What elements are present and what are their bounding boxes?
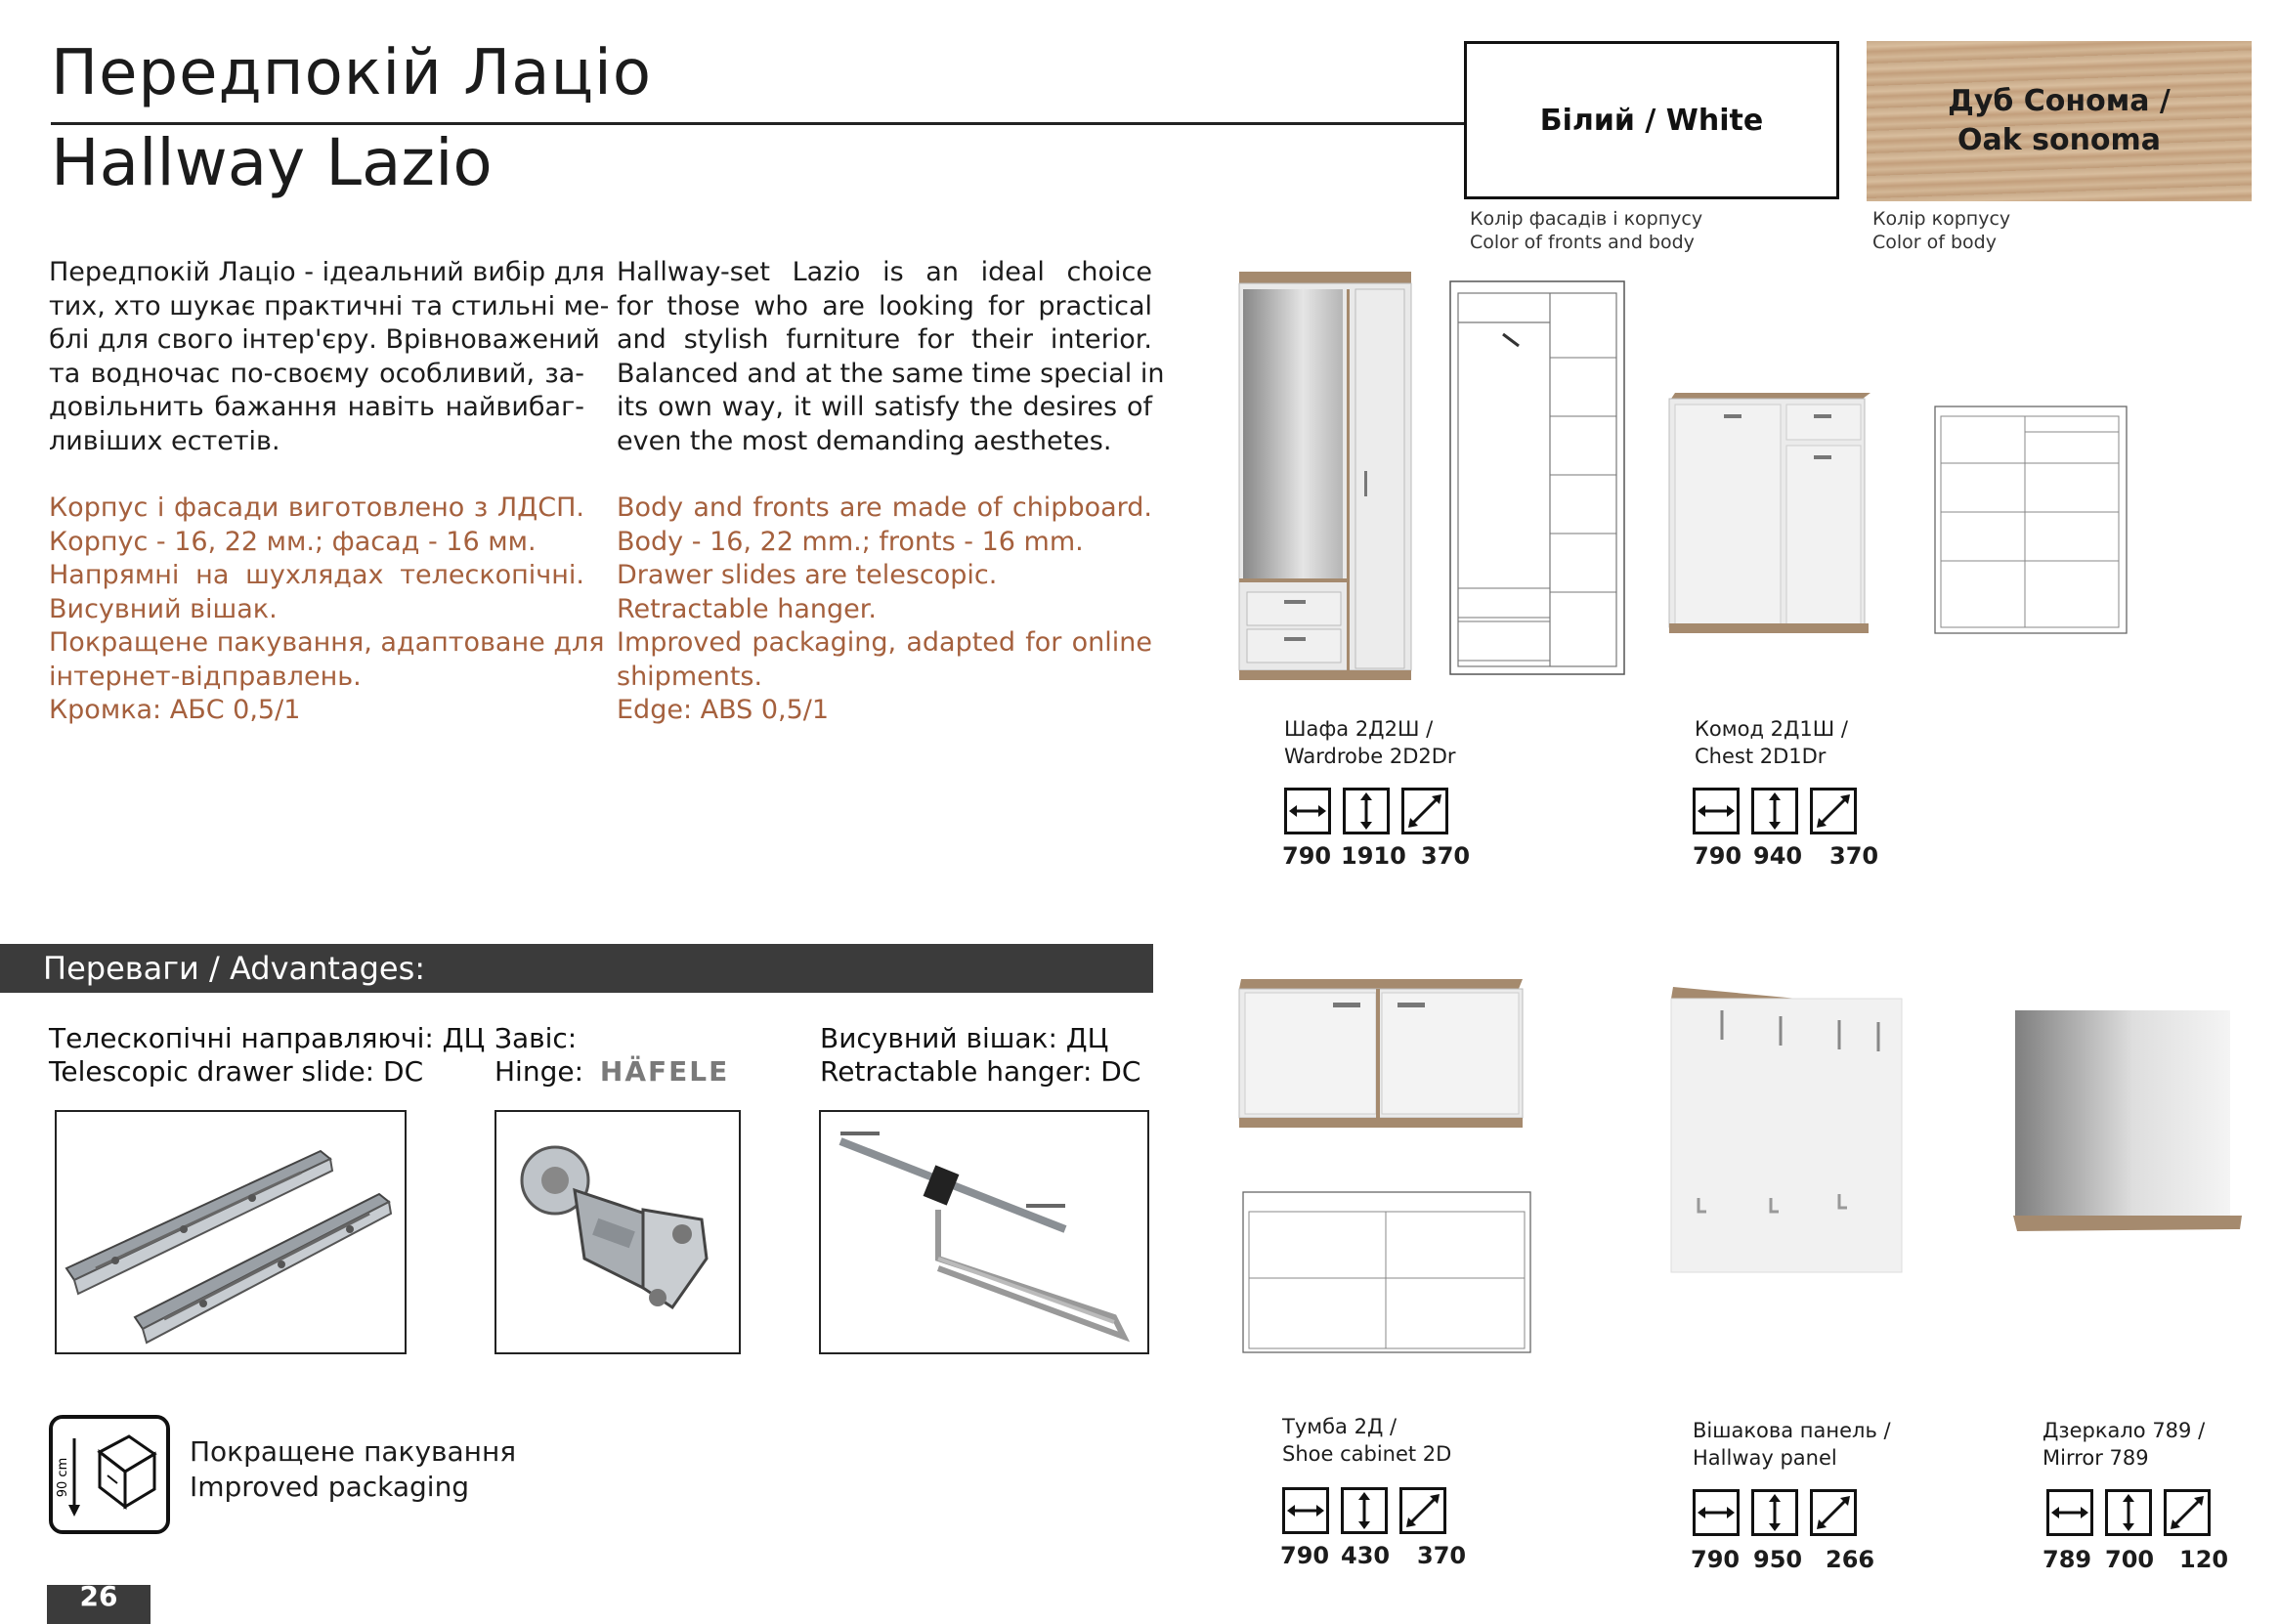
product-shoe-cabinet-dimensions — [1282, 1487, 1446, 1534]
specs-ua — [49, 491, 605, 728]
advantage-hinge-label — [494, 1022, 729, 1089]
description-en — [617, 256, 1165, 458]
product-shoe-cabinet-name-ua: Тумба 2Д / — [1282, 1415, 1398, 1438]
specs-ua-line: Корпус і фасади виготовлено з ЛДСП. — [49, 492, 584, 523]
depth-icon — [2164, 1489, 2211, 1536]
shoe-cabinet-outline — [1241, 1190, 1534, 1362]
depth-icon — [1399, 1487, 1446, 1534]
hallway-panel-width: 790 — [1691, 1546, 1741, 1573]
product-chest-dimensions — [1693, 788, 1857, 834]
depth-icon — [1810, 788, 1857, 834]
advantage-slide-label — [49, 1022, 485, 1089]
description-ua-line: тих, хто шукає практичні та стильні ме- — [49, 290, 610, 321]
color-swatch-oak-label-2: Oak sonoma — [1956, 123, 2162, 157]
description-ua — [49, 256, 610, 458]
mirror-render — [2013, 1006, 2252, 1247]
packaging-text-en: Improved packaging — [190, 1471, 470, 1503]
height-icon — [2105, 1489, 2152, 1536]
specs-en-line: shipments. — [617, 661, 763, 692]
specs-en — [617, 491, 1152, 728]
packaging-icon-label: 90 cm — [56, 1457, 70, 1498]
hafele-logo: HÄFELE — [599, 1055, 730, 1088]
mirror-width: 789 — [2042, 1546, 2092, 1573]
description-en-line: and stylish furniture for their interior. — [617, 324, 1152, 355]
color-swatch-white-label: Білий / White — [1539, 103, 1764, 138]
page-title-ua: Передпокій Лаціо — [51, 37, 652, 109]
packaging-text — [190, 1434, 516, 1505]
page-title-en: Hallway Lazio — [51, 125, 493, 200]
product-hallway-panel-name — [1693, 1417, 1891, 1472]
product-hallway-panel-dimensions — [1693, 1489, 1857, 1536]
shoe-cabinet-depth: 370 — [1417, 1542, 1467, 1569]
chest-render — [1665, 385, 1872, 641]
advantage-slide-en: Telescopic drawer slide: DC — [49, 1055, 424, 1088]
product-wardrobe-name-en: Wardrobe 2D2Dr — [1284, 745, 1456, 768]
advantage-hanger-label — [820, 1022, 1140, 1089]
product-chest-name-en: Chest 2D1Dr — [1695, 745, 1827, 768]
chest-height: 940 — [1753, 842, 1803, 870]
height-icon — [1751, 788, 1798, 834]
color-swatch-oak — [1867, 41, 2252, 201]
width-icon — [1693, 788, 1740, 834]
height-icon — [1751, 1489, 1798, 1536]
specs-ua-line: інтернет-відправлень. — [49, 661, 362, 692]
width-icon — [1284, 788, 1331, 834]
width-icon — [1282, 1487, 1329, 1534]
color-oak-caption-ua: Колір корпусу — [1872, 208, 2011, 230]
specs-ua-line: Висувний вішак. — [49, 593, 278, 624]
description-en-line: Balanced and at the same time special in — [617, 358, 1165, 389]
advantage-hinge-ua: Завіс: — [494, 1022, 578, 1054]
advantage-hinge-en: Hinge: — [494, 1055, 584, 1088]
height-icon — [1343, 788, 1390, 834]
advantage-hanger-ua: Висувний вішак: ДЦ — [820, 1022, 1109, 1054]
color-oak-caption-en: Color of body — [1872, 232, 1997, 253]
wardrobe-render — [1233, 266, 1419, 686]
color-swatch-white — [1464, 41, 1839, 199]
specs-en-line: Edge: ABS 0,5/1 — [617, 695, 830, 725]
shoe-cabinet-height: 430 — [1341, 1542, 1391, 1569]
specs-en-line: Improved packaging, adapted for online — [617, 627, 1152, 658]
specs-en-line: Body - 16, 22 mm.; fronts - 16 mm. — [617, 526, 1084, 557]
height-icon — [1341, 1487, 1388, 1534]
color-white-caption-en: Color of fronts and body — [1470, 232, 1695, 253]
product-hallway-panel-name-ua: Вішакова панель / — [1693, 1419, 1891, 1442]
description-en-line: even the most demanding aesthetes. — [617, 425, 1112, 456]
hallway-panel-render — [1663, 981, 1908, 1274]
chest-outline — [1933, 405, 2140, 641]
product-wardrobe-name — [1284, 715, 1456, 770]
mirror-depth: 120 — [2179, 1546, 2229, 1573]
product-wardrobe-dimensions — [1284, 788, 1448, 834]
hallway-panel-depth: 266 — [1826, 1546, 1875, 1573]
drawer-slide-image — [55, 1110, 407, 1354]
specs-ua-line: Напрямні на шухлядах телескопічні. — [49, 560, 584, 590]
product-shoe-cabinet-name — [1282, 1413, 1451, 1468]
color-white-caption — [1470, 207, 1702, 254]
page-number: 26 — [47, 1585, 150, 1624]
hinge-image — [494, 1110, 741, 1354]
description-en-line: its own way, it will satisfy the desires of — [617, 392, 1152, 422]
width-icon — [2046, 1489, 2093, 1536]
color-oak-caption — [1872, 207, 2010, 254]
product-chest-name-ua: Комод 2Д1Ш / — [1695, 717, 1848, 741]
chest-depth: 370 — [1829, 842, 1879, 870]
shoe-cabinet-render — [1235, 973, 1528, 1139]
hanger-image — [819, 1110, 1149, 1354]
shoe-cabinet-width: 790 — [1280, 1542, 1330, 1569]
product-mirror-name-en: Mirror 789 — [2042, 1446, 2149, 1470]
specs-ua-line: Покращене пакування, адаптоване для — [49, 627, 605, 658]
mirror-height: 700 — [2105, 1546, 2155, 1573]
chest-width: 790 — [1693, 842, 1742, 870]
description-ua-line: довільнить бажання навіть найвибаг- — [49, 392, 584, 422]
packaging-icon — [49, 1415, 170, 1534]
wardrobe-depth: 370 — [1421, 842, 1471, 870]
product-mirror-name-ua: Дзеркало 789 / — [2042, 1419, 2206, 1442]
product-mirror-dimensions — [2046, 1489, 2211, 1536]
color-swatch-oak-label-1: Дуб Сонома / — [1948, 84, 2171, 118]
description-ua-line: ливіших естетів. — [49, 425, 280, 456]
specs-ua-line: Корпус - 16, 22 мм.; фасад - 16 мм. — [49, 526, 537, 557]
product-wardrobe-name-ua: Шафа 2Д2Ш / — [1284, 717, 1434, 741]
product-chest-name — [1695, 715, 1848, 770]
description-ua-line: та водночас по-своєму особливий, за- — [49, 358, 584, 389]
hallway-panel-height: 950 — [1753, 1546, 1803, 1573]
wardrobe-outline — [1448, 279, 1630, 684]
advantage-hanger-en: Retractable hanger: DC — [820, 1055, 1141, 1088]
product-hallway-panel-name-en: Hallway panel — [1693, 1446, 1837, 1470]
width-icon — [1693, 1489, 1740, 1536]
description-en-line: for those who are looking for practical — [617, 290, 1152, 321]
advantage-slide-ua: Телескопічні направляючі: ДЦ — [49, 1022, 486, 1054]
color-white-caption-ua: Колір фасадів і корпусу — [1470, 208, 1703, 230]
product-mirror-name — [2042, 1417, 2205, 1472]
depth-icon — [1401, 788, 1448, 834]
description-ua-line: блі для свого інтер'єру. Врівноважений — [49, 324, 600, 355]
packaging-text-ua: Покращене пакування — [190, 1435, 517, 1468]
wardrobe-height: 1910 — [1341, 842, 1406, 870]
description-ua-line: Передпокій Лаціо - ідеальний вибір для — [49, 257, 605, 287]
specs-en-line: Body and fronts are made of chipboard. — [617, 492, 1152, 523]
depth-icon — [1810, 1489, 1857, 1536]
specs-ua-line: Кромка: АБС 0,5/1 — [49, 695, 301, 725]
product-shoe-cabinet-name-en: Shoe cabinet 2D — [1282, 1442, 1452, 1466]
description-en-line: Hallway-set Lazio is an ideal choice — [617, 257, 1152, 287]
specs-en-line: Retractable hanger. — [617, 593, 877, 624]
specs-en-line: Drawer slides are telescopic. — [617, 560, 998, 590]
advantages-heading: Переваги / Advantages: — [0, 944, 1153, 993]
wardrobe-width: 790 — [1282, 842, 1332, 870]
